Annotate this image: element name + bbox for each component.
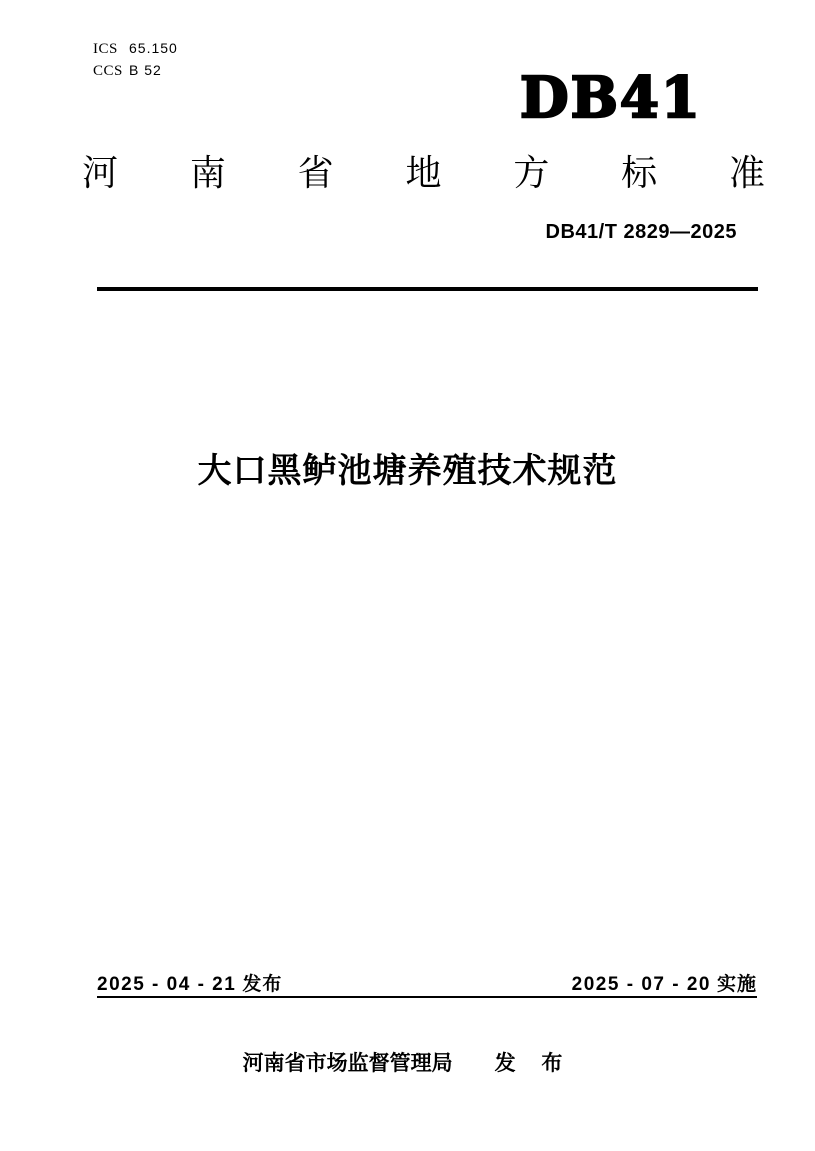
ics-value: 65.150: [129, 40, 178, 56]
implement-date-group: [572, 969, 757, 996]
ccs-label: CCS: [93, 63, 123, 79]
db41-logo: DB41: [520, 65, 702, 131]
issue-date-group: [97, 969, 282, 996]
document-title: 大口黑鲈池塘养殖技术规范: [197, 452, 618, 490]
classification-codes: [93, 38, 178, 82]
top-divider-rule: [97, 287, 758, 291]
dates-row: [97, 969, 757, 996]
issue-label: 发布: [242, 974, 283, 995]
implement-date: 2025 - 07 - 20: [571, 974, 711, 995]
bottom-divider-rule: [97, 996, 757, 998]
ccs-value: B 52: [129, 62, 162, 78]
publish-action-label: 发 布: [494, 1052, 573, 1075]
implement-label: 实施: [716, 974, 757, 995]
issue-date: 2025 - 04 - 21: [97, 974, 237, 995]
publisher-name: 河南省市场监督管理局: [242, 1052, 453, 1075]
standard-document-number: DB41/T 2829—2025: [545, 221, 737, 243]
ics-code-row: [93, 38, 178, 60]
ccs-code-row: [93, 60, 178, 82]
ics-label: ICS: [93, 41, 118, 57]
standard-type-name: 河 南 省 地 方 标 准: [82, 152, 765, 193]
publisher-row: [0, 1047, 815, 1077]
